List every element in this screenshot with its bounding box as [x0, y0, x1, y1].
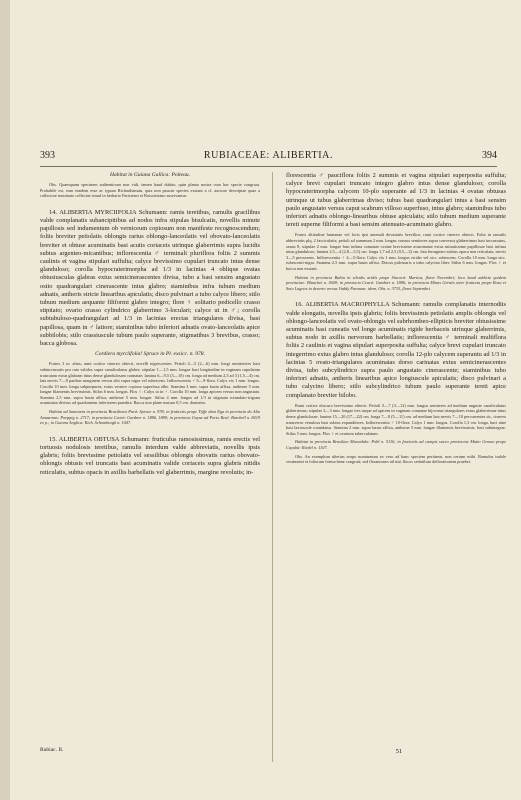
running-header — [40, 150, 497, 164]
species-description: 15. ALIBERTIA OBTUSA Schumann: fruticulus ramosissimus, ramis erectis vel tortuosis nodulosis teretibus, ramulis interdum valde abbreviatis, novellis ipsis glabris; foliis brevissime petiolatis vel sessilibus oblongis obovatis rarius obovato-oblongis obtusis vel truncatis basi acuminatis valide coriaceis supra glabris nitidis reticulatis, subtus opacis in axillis barbellatis vel glaberrimis, margine revolutis; in- — [40, 435, 260, 476]
habitat-text: Habitat in provincia Bahia in silvulis aridis prope Sincorá: Martius, floret Novembri; loco haud addicto quidem provinciae: Blanchet n. 3669; in provincia Ceará: Gardner n. 1886; in provincia Minas Geraës inter fruticeta prope Rosa et Soto Lagoos in deserto versus Vaddy Paranan: idem, Obs. n. 3735, floret Septembri. — [286, 274, 506, 291]
observation-text: Obs. Quamquam specimen authenticum non vidi, tamen haud dubito, quin planta nostra cum hac specie congruat. Probabile est, eam eandem esse ac typum Richardianum, quia non paucae species exstant a cl. auctore descriptae quae a collectore nominato collectae simul in herbario Parisiensi et Boissieriano asservantur. — [40, 182, 260, 199]
detailed-description: Frutex altitudine humanae vel locis ipsi anomali devastatis brevilior; rami cortice cinereo obtecti. Folia in ramulis abbreviatis plq. 2 fasciculatis; petioli ad summum 2 mm. longus crassus semiteres supra convexus glaberrimus basi incrassatus, sanus 8; stipulae 2 mm. longae basi infima connatae ovatae brevissime acuminatae extus minutissime papillosae basi infima intus glanduloso; lamina 2,5—4 (2,8—5,5) cm. longa 1,7 ad 2,5 (0,5—3) cm. lata ferrugineo subtus opaca non reticulata, nervis 3—5 precurrens. Inflorescentia ♂ 4—5-flora. Calyx vix 1 mm. longus viridis vel sicc. rubescens. Corolla 10 mm. longa sicc. rubescenti-nigra. Stamina 2,5 mm. supra basin affixa. Discus pulvinaris a tubo calycino liber. Stilus 6 mm. longus. Flos ♀ et bacca non exstant. — [286, 232, 506, 271]
habitat-text: Habitat in Guiana Gallica: Poiteau. — [110, 172, 190, 178]
header-rule — [40, 166, 497, 167]
footer-page-number: 51 — [395, 748, 403, 755]
page-number-left: 393 — [40, 150, 55, 161]
detailed-description: Rami cortice obscuro brevissimo obtecti. Petioli 5—7 (3—12) mm. longus semiteres ad medium anguste canaliculatus glaberrimus; stipulae 2—3 mm. longae tres usque ad apicem in vaginam connatae bijovatas triangulares extus glaberrimae intus dense glandulosae; lamina 15—20 (17—22) cm. longa 7—8 (5—11) cm. ad medium lata nervis 7—10 percurrentes sic, cinereo transverse venulosa basi subtus expanditeres. Inflorescentia ♂ 10-flora. Calyx 1 mm. longus. Corolla 1,3 cm. longa, baci nine basi laxiuscule rotundatus. Stamina 2 mm. supra basin affixa, antherae 5 mm. longae filamentis brevissimis, basi subintegrae. Stilus 5 mm. longus. Flos ♀ et ovarium tuberculatum. — [286, 402, 506, 436]
left-column — [40, 172, 260, 480]
habitat-text: Habitat ad Santarem in provincia Brasiliensi Pará: Spruce n. 978; in fruticetis prope Tijffe dian Ega in provincia do Alto Amazonas: Poeppig n. 2717; in provincia Ceará: Gardner n. 1886, 1889; in provincia Goyaz ad Porto Real: Burchell n. 8419 ex p.; in Guiana Anglica: Rich. Schomburgk n. 1047. — [40, 409, 260, 426]
right-column — [286, 172, 506, 468]
column-divider — [272, 172, 273, 762]
running-title: RUBIACEAE: ALIBERTIA. — [203, 150, 334, 161]
detailed-description: Frutex 3 m. altus; rami cortice cinereo obtecti, novelli nigrescentes. Petioli 4—5 (2—6) mm. longi semiteretes basi subincrassatis pro rata validos supra canaliculatus glaber; stipulae 1—1,5 mm. longae basi longitudine in vaginam cupulatam truncatam extus glabram intus dense glandulosam connatae; lamina 6—9,5 (3—10) cm. longa ad medium 2,5 ad 3 (1,5—4) cm. lata nervis 7—8 paribus marginem versus sibi supra nigra vel rubescens. Inflorescentia ♂ 6—9-flora. Calyx vix 1 mm. longus. Corolla 10 mm. longa subpurpurea, extus vernice copiosa superfusa albo. Stamina 3 mm. supra basin affixa, antherae 5 mm. longae filamentis brevissimis. Stilus 6 mm. longus. Flos ♀: Calyx ut in ♂. Corolla 10 mm. longa apicem versus non angustata. Stamina 2,5 mm. supra basin affixa; antherae 5 mm. longae. Stilus 4 mm. longus ad 1/3 in stigmata rotundato-trigona acuminata divisus ad quadrantem inferiorem praedita. Bacca non plane matura 0,5 cm. diametro. — [40, 361, 260, 406]
signature-mark: Rubiac. II. — [40, 747, 64, 753]
species-description: 16. ALIBERTIA MACROPHYLLA Schumann: ramulis complanatis internodiis valde elongatis, novellis ipsis glabris; foliis brevissimis petiolatis amplis oblongis vel oblongo-lanceolatis vel ovato-oblongis vel subrhombeo-ellipticis breviter obtusissime acuminatis basi cuneatis vel longe acuminatis rigide herbaceis utrinque glaberrimis, subtus nodo in axillis nervorum barbellatis; inflorescentia ♂ terminali multiflora foliis 2 caulinis et vagina stipulari superposita suffulta; calyce brevi cupulari truncato integerrimo extus glabro intus glanduloso; corolla 12-plo calycem superantu ad 1/3 in lacinias 5 ovato-triangulares acuminatas dorso carinatas extus semicinerascentes divisa, tubo subcylindrico supra paulo angustato cinerascente; staminibus tubo inferiori adnatis, antheris linearibus apice longiuscule apiculatis; disco pulvinari a tubo calycino libero; stilo subcylindrico tubum paulo superante tereti apice complanato breviter bilobo. — [286, 301, 506, 399]
species-description-continued: florescentia ♂ pauciflora foliis 2 summis et vagina stipulari superposita suffulta; calyce brevi cupulari truncato integro glabro intus dense glanduloso; corolla hypocraterimorpha calycem 10-plo superante ad 1/3 in lacinias 4 ovatas obtusas utrinque ut tubus glaberrimas diviso; tubus basi quadrangulari intus a basi sensim paulo angustato versus caput scabrum villoso superfuso, intus glabro; staminibus tubo inferiori adnatis oblongo-linearibus obtuse apiculatis; stilo tubum medium superante tereti superne filiformi a basi sensim attenuato-acuminato glabro. — [286, 172, 506, 229]
synonym-text: Cordiera myrciifolia! Spruce in Pl. exsicc. n. 978. — [95, 351, 205, 358]
habitat-text: Habitat in provincia Brasiliae Maranhão: Pohl n. 5116; in fruticetis ad campis sueco provinciae Matto Grosso prope Cuyabá: Riedel n. 1107. — [286, 439, 506, 450]
page-number-right: 394 — [482, 150, 497, 161]
observation-text: Obs. An exemplum ulterius eorpo nominatum ex vero ad hanc speciem pertineat, non certum mihi. Ramulus indole vestimenti et foliorum forma bene congruit; sed floraniones nil nisi flocos sedutilum deflorationem praebet. — [286, 453, 506, 465]
species-description: 14. ALIBERTIA MYRCIIFOLIA Schumann: ramis teretibus, ramulis gracilibus valde complanatis subancipitibus ad nodos infra stipulas bisulcatis, novellis minute papillosis sed indumentum ob verniceum copiosum non manifeste recognoscendum; foliis breviter petiolatis oblongis rarius oblongo-lanceolatis vel obovato-lanceolatis breviter et obtuse acuminatis basi acutis coriaceis utrinque glaberrimis supra lucidis subtus argenteo-micantibus; inflorescentia ♂ terminali pluriflora foliis 2 summis caulinis et vagina stipulari suffulta; calyce brevissimo cupulari truncato intus dense glanduloso; corolla hypocraterimorpha ad 1/3 in lacinias 4 oblique ovatas obtusiusculas glabras extus semicinerascentes divisa, tubo a basi sensim angustato ostio quadrangulari cinerascente intus glabro; staminibus infra tubum medium adnatis, antheris stricte linearibus apiculatis; disco pulvinari a tubo calyce libero; stilo tubum medium aequante filiformi glabro integro; flore ♀ solitario pedicello crasso stipitato; ovario crasso cylindrico glaberrimo 3-loculari; calyce ut in ♂; corolla subtubuloso-quadrangulari ad 1/3 in lacinias erectas triangulares divisa, basi papillosa, quam in ♂ latiore; staminibus tubo inferiori adnatis ovato-lanceolatis apice subbilobis; stilo crassiuscule tubum paulo superante, stigmatibus 3 brevibus, crasso; bacca globosa. — [40, 208, 260, 348]
